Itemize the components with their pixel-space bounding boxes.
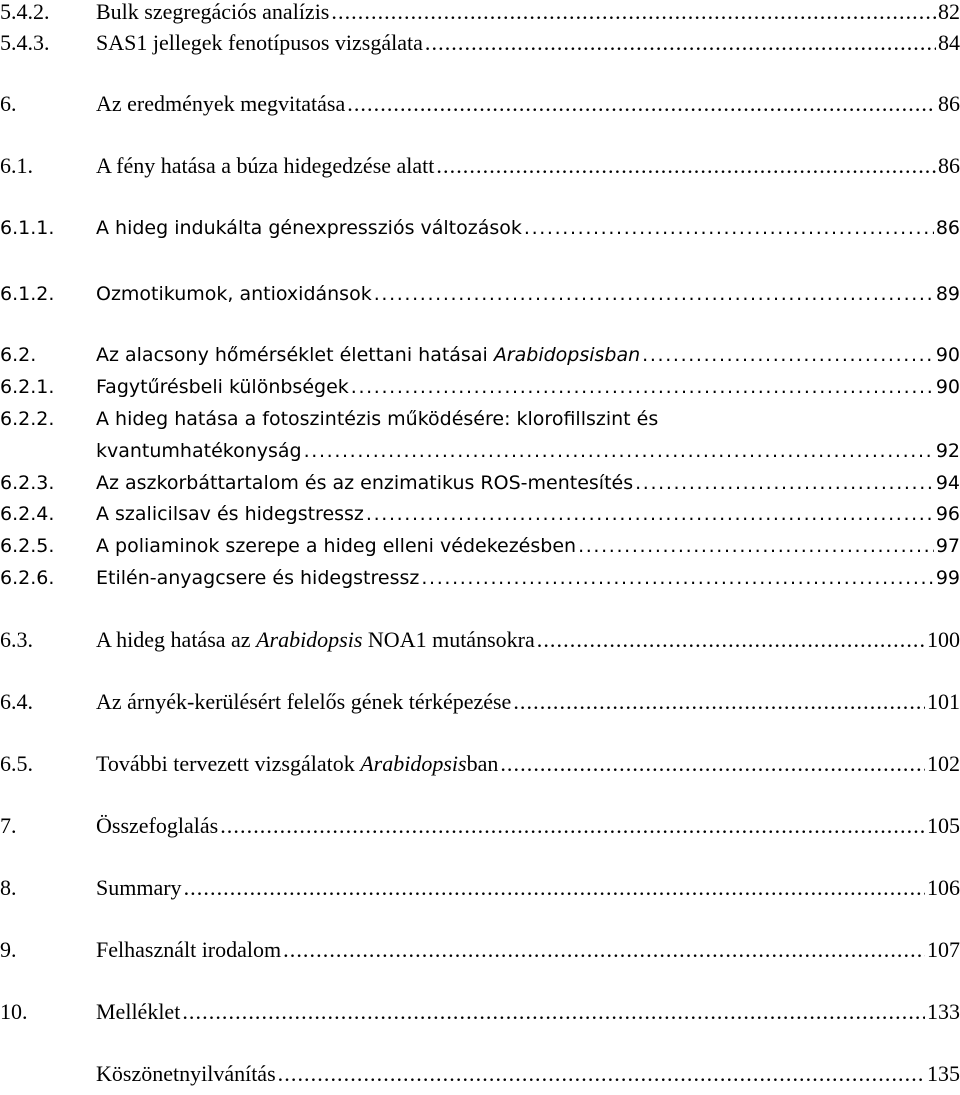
entry-page-number: 107 xyxy=(927,937,960,962)
entry-page-number: 106 xyxy=(927,875,960,900)
toc-entry-6-3[interactable] xyxy=(0,624,960,656)
dot-leader xyxy=(513,686,925,718)
entry-page-number: 105 xyxy=(927,813,960,838)
entry-page-number: 90 xyxy=(935,376,960,398)
toc-entry-6-5[interactable] xyxy=(0,748,960,780)
entry-page-number: 86 xyxy=(938,153,960,178)
dot-leader xyxy=(635,467,934,499)
entry-page-number: 89 xyxy=(935,283,960,305)
entry-page-number: 82 xyxy=(938,0,960,24)
entry-page-number: 100 xyxy=(927,627,960,652)
entry-number: 6.5. xyxy=(0,751,33,776)
toc-entry-6-2-1[interactable] xyxy=(0,371,960,403)
entry-title: Melléklet xyxy=(96,999,181,1024)
dot-leader xyxy=(642,339,934,371)
entry-title: Summary xyxy=(96,875,182,900)
dot-leader xyxy=(500,748,925,780)
entry-page-number: 133 xyxy=(927,999,960,1024)
entry-title: SAS1 jellegek fenotípusos vizsgálata xyxy=(96,30,423,55)
toc-entry-5-4-2[interactable] xyxy=(0,0,960,28)
entry-page-number: 102 xyxy=(927,751,960,776)
toc-entry-6-2-6[interactable] xyxy=(0,562,960,594)
entry-page-number: 92 xyxy=(935,440,960,462)
toc-entry-6-2[interactable] xyxy=(0,339,960,371)
toc-entry-9[interactable] xyxy=(0,934,960,966)
dot-leader xyxy=(347,88,936,120)
entry-number: 6.4. xyxy=(0,689,33,714)
toc-entry-6-2-5[interactable] xyxy=(0,530,960,562)
entry-number: 6.2.4. xyxy=(0,503,55,525)
entry-page-number: 99 xyxy=(935,567,960,589)
entry-title: kvantumhatékonyság xyxy=(96,440,302,462)
entry-title: A hideg indukálta génexpressziós változások xyxy=(96,217,522,239)
entry-page-number: 94 xyxy=(935,472,960,494)
toc-entry-6-2-2[interactable] xyxy=(0,403,960,435)
entry-number: 6.2.1. xyxy=(0,376,55,398)
toc-entry-7[interactable] xyxy=(0,810,960,842)
toc-entry-6-4[interactable] xyxy=(0,686,960,718)
entry-number: 6.1.2. xyxy=(0,283,55,305)
dot-leader xyxy=(436,150,936,182)
dot-leader xyxy=(331,0,936,28)
entry-title: A hideg hatása a fotoszintézis működésére: klorofillszint és xyxy=(96,408,659,430)
entry-page-number: 101 xyxy=(927,689,960,714)
toc-entry-6[interactable] xyxy=(0,88,960,120)
toc-entry-6-2-3[interactable] xyxy=(0,467,960,499)
toc-entry-6-1[interactable] xyxy=(0,150,960,182)
entry-title-italic: Arabidopsis xyxy=(256,627,363,652)
entry-number: 6.3. xyxy=(0,627,33,652)
entry-title-italic: Arabidopsis xyxy=(360,751,467,776)
toc-entry-8[interactable] xyxy=(0,872,960,904)
entry-number: 8. xyxy=(0,875,17,900)
entry-title: Köszönetnyilvánítás xyxy=(96,1061,276,1086)
toc-entry-6-2-2-continued[interactable] xyxy=(0,435,960,467)
entry-number: 5.4.2. xyxy=(0,0,50,24)
entry-title: Az alacsony hőmérséklet élettani hatásai Arabidopsisban xyxy=(96,344,641,366)
dot-leader xyxy=(283,934,925,966)
entry-title: Az árnyék-kerülésért felelős gének térképezése xyxy=(96,689,512,714)
dot-leader xyxy=(374,278,934,310)
dot-leader xyxy=(220,810,925,842)
entry-number: 6.2.6. xyxy=(0,567,55,589)
toc-entry-10[interactable] xyxy=(0,996,960,1028)
entry-page-number: 97 xyxy=(935,535,960,557)
dot-leader xyxy=(421,562,933,594)
entry-title: A hideg hatása az Arabidopsis NOA1 mutánsokra xyxy=(96,627,535,652)
dot-leader xyxy=(304,435,934,467)
entry-title: Fagytűrésbeli különbségek xyxy=(96,376,349,398)
entry-page-number: 84 xyxy=(938,30,960,55)
entry-title: A poliaminok szerepe a hideg elleni védekezésben xyxy=(96,535,577,557)
dot-leader xyxy=(366,498,934,530)
entry-number: 7. xyxy=(0,813,17,838)
entry-number: 6.2.5. xyxy=(0,535,55,557)
toc-entry-acknowledgements[interactable] xyxy=(0,1058,960,1090)
entry-page-number: 86 xyxy=(935,217,960,239)
dot-leader xyxy=(184,872,925,904)
entry-title: Felhasznált irodalom xyxy=(96,937,282,962)
toc-entry-6-1-2[interactable] xyxy=(0,278,960,310)
entry-title: Etilén-anyagcsere és hidegstressz xyxy=(96,567,420,589)
toc-entry-6-1-1[interactable] xyxy=(0,212,960,244)
dot-leader xyxy=(182,996,925,1028)
entry-title: A szalicilsav és hidegstressz xyxy=(96,503,364,525)
entry-number: 6.2.2. xyxy=(0,408,55,430)
entry-number: 10. xyxy=(0,999,28,1024)
entry-number: 6.1. xyxy=(0,153,33,178)
entry-number: 6.2.3. xyxy=(0,472,55,494)
dot-leader xyxy=(524,212,934,244)
entry-title: Az eredmények megvitatása xyxy=(96,91,346,116)
entry-page-number: 90 xyxy=(935,344,960,366)
dot-leader xyxy=(278,1058,925,1090)
entry-title: Bulk szegregációs analízis xyxy=(96,0,330,24)
dot-leader xyxy=(351,371,934,403)
entry-title-italic: Arabidopsisban xyxy=(493,344,641,366)
entry-number: 6. xyxy=(0,91,17,116)
entry-title: Ozmotikumok, antioxidánsok xyxy=(96,283,372,305)
dot-leader xyxy=(578,530,934,562)
entry-title: További tervezett vizsgálatok Arabidopsisban xyxy=(96,751,499,776)
entry-number: 6.2. xyxy=(0,344,37,366)
toc-entry-5-4-3[interactable] xyxy=(0,27,960,59)
entry-title: Az aszkorbáttartalom és az enzimatikus ROS-mentesítés xyxy=(96,472,634,494)
entry-title: A fény hatása a búza hidegedzése alatt xyxy=(96,153,435,178)
entry-number: 9. xyxy=(0,937,17,962)
entry-title: Összefoglalás xyxy=(96,813,219,838)
entry-number: 6.1.1. xyxy=(0,217,55,239)
dot-leader xyxy=(537,624,925,656)
entry-page-number: 96 xyxy=(935,503,960,525)
entry-page-number: 86 xyxy=(938,91,960,116)
toc-entry-6-2-4[interactable] xyxy=(0,498,960,530)
entry-number: 5.4.3. xyxy=(0,30,50,55)
entry-page-number: 135 xyxy=(927,1061,960,1086)
dot-leader xyxy=(425,27,936,59)
